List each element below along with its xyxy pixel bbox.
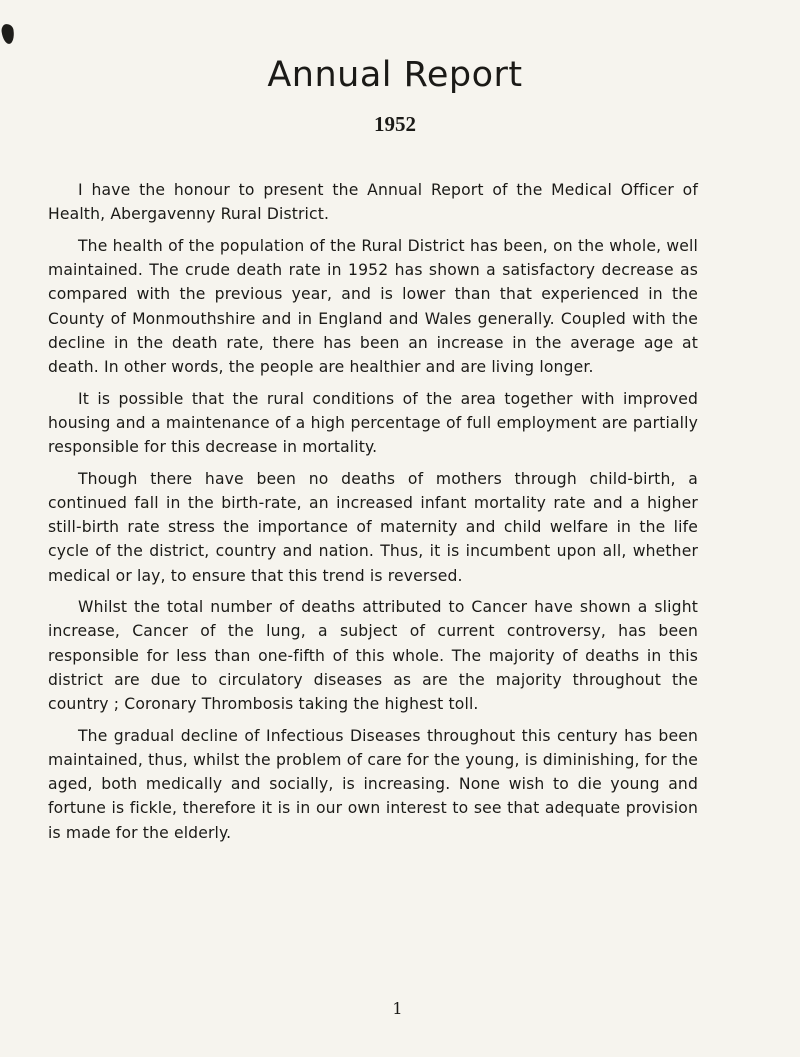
paragraph: The health of the population of the Rural District has been, on the whole, well maintained. The crude death rate in 1952 has shown a satisfactory decrease as compared with the previous year, and is lower than that experienced in the County of Monmouthshire and in England and Wales generally. Coupled with the decline in the death rate, there has been an increase in the average age at death. In other words, the people are healthier and are living longer. [48, 236, 698, 376]
report-year: 1952 [374, 112, 416, 136]
paragraph: Though there have been no deaths of mothers through child-birth, a continued fall in the birth-rate, an increased infant mortality rate and a higher still-birth rate stress the importance of maternity and child welfare in the life cycle of the district, country and nation. Thus, it is incumbent upon all, whether medical or lay, to ensure that this trend is reversed. [48, 469, 698, 585]
ink-blot [1, 23, 16, 44]
report-body [48, 178, 698, 852]
paragraph: It is possible that the rural conditions of the area together with improved housing and a maintenance of a high percentage of full employment are partially responsible for this decrease in mortality. [48, 389, 698, 457]
paragraph: The gradual decline of Infectious Diseases throughout this century has been maintained, thus, whilst the problem of care for the young, is diminishing, for the aged, both medically and socially, is increasing. None wish to die young and fortune is fickle, therefore it is in our own interest to see that adequate provision is made for the elderly. [48, 726, 698, 842]
paragraph: Whilst the total number of deaths attributed to Cancer have shown a slight increase, Cancer of the lung, a subject of current controversy, has been responsible for less than one-fifth of this whole. The majority of deaths in this district are due to circulatory diseases as are the majority throughout the country ; Coronary Thrombosis taking the highest toll. [48, 598, 698, 714]
paragraph: I have the honour to present the Annual Report of the Medical Officer of Health, Abergavenny Rural District. [48, 181, 698, 224]
report-title: Annual Report [267, 55, 523, 95]
page-number: 1 [392, 999, 403, 1018]
